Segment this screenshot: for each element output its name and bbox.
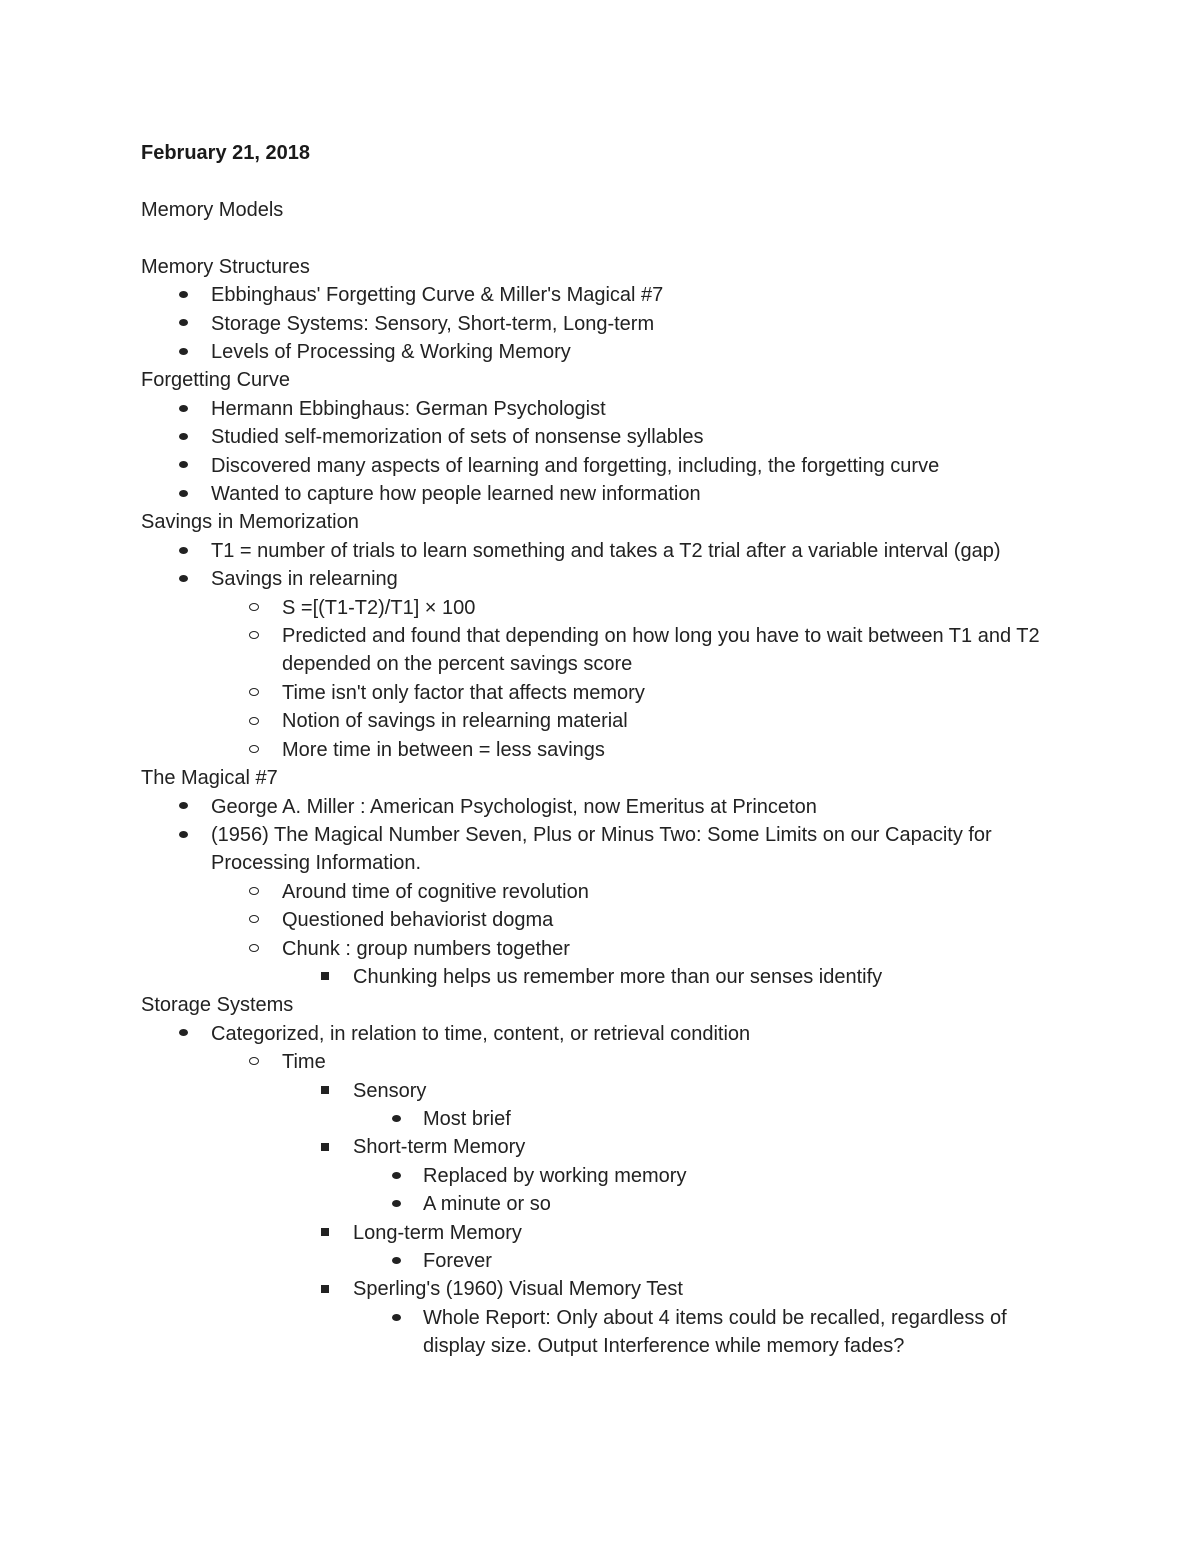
section-heading: Forgetting Curve: [141, 369, 290, 392]
sub-list-item: Notion of savings in relearning material: [141, 707, 1071, 735]
document-date: February 21, 2018: [141, 142, 310, 164]
bullet-icon: [386, 1190, 406, 1218]
section-heading: Memory Structures: [141, 255, 310, 278]
sub-list-item: Time isn't only factor that affects memory: [141, 679, 1071, 707]
section-heading: Storage Systems: [141, 994, 294, 1017]
square-bullet-icon: [315, 1275, 335, 1303]
section-heading: Savings in Memorization: [141, 511, 359, 534]
sub-sub-list-item: Long-term Memory: [141, 1219, 1071, 1247]
list-item: Levels of Processing & Working Memory: [141, 338, 1071, 366]
bullet-icon: [386, 1105, 406, 1133]
list-item: Storage Systems: Sensory, Short-term, Long-term: [141, 310, 1071, 338]
bullet-icon: [173, 565, 193, 593]
list-item: Discovered many aspects of learning and forgetting, including, the forgetting curve: [141, 452, 1071, 480]
square-bullet-icon: [315, 963, 335, 991]
bullet-icon: [173, 537, 193, 565]
detail-list-item: Forever: [141, 1247, 1071, 1275]
bullet-icon: [386, 1247, 406, 1275]
list-item: Ebbinghaus' Forgetting Curve & Miller's Magical #7: [141, 281, 1071, 309]
sub-list-item: Predicted and found that depending on how long you have to wait between T1 and T2 depended on the percent savings score: [141, 622, 1071, 679]
section-heading: The Magical #7: [141, 767, 278, 790]
list-item: George A. Miller : American Psychologist, now Emeritus at Princeton: [141, 793, 1071, 821]
document-title: Memory Models: [141, 199, 284, 221]
bullet-icon: [173, 480, 193, 508]
circle-bullet-icon: [244, 878, 264, 906]
detail-list-item: A minute or so: [141, 1190, 1071, 1218]
square-bullet-icon: [315, 1077, 335, 1105]
bullet-icon: [173, 452, 193, 480]
sub-list-item: Chunk : group numbers together: [141, 935, 1071, 963]
circle-bullet-icon: [244, 935, 264, 963]
circle-bullet-icon: [244, 1048, 264, 1076]
sub-sub-list-item: Sensory: [141, 1077, 1071, 1105]
detail-list-item: Whole Report: Only about 4 items could be recalled, regardless of display size. Output Interference while memory fades?: [141, 1304, 1071, 1361]
bullet-icon: [173, 338, 193, 366]
document-page: [141, 139, 1071, 1361]
list-item: Categorized, in relation to time, content, or retrieval condition: [141, 1020, 1071, 1048]
circle-bullet-icon: [244, 736, 264, 764]
sub-list-item: More time in between = less savings: [141, 736, 1071, 764]
bullet-icon: [386, 1162, 406, 1190]
sub-sub-list-item: Short-term Memory: [141, 1133, 1071, 1161]
bullet-icon: [173, 395, 193, 423]
circle-bullet-icon: [244, 679, 264, 707]
circle-bullet-icon: [244, 906, 264, 934]
list-item: (1956) The Magical Number Seven, Plus or Minus Two: Some Limits on our Capacity for Processing Information.: [141, 821, 1071, 878]
bullet-icon: [173, 1020, 193, 1048]
square-bullet-icon: [315, 1133, 335, 1161]
circle-bullet-icon: [244, 622, 264, 650]
sub-list-item: Questioned behaviorist dogma: [141, 906, 1071, 934]
bullet-icon: [173, 821, 193, 849]
sub-sub-list-item: Chunking helps us remember more than our senses identify: [141, 963, 1071, 991]
list-item: Studied self-memorization of sets of nonsense syllables: [141, 423, 1071, 451]
sub-list-item: Around time of cognitive revolution: [141, 878, 1071, 906]
list-item: Savings in relearning: [141, 565, 1071, 593]
square-bullet-icon: [315, 1219, 335, 1247]
circle-bullet-icon: [244, 594, 264, 622]
bullet-icon: [173, 281, 193, 309]
sub-list-item: S =[(T1-T2)/T1] × 100: [141, 594, 1071, 622]
bullet-icon: [173, 793, 193, 821]
detail-list-item: Replaced by working memory: [141, 1162, 1071, 1190]
sub-list-item: Time: [141, 1048, 1071, 1076]
bullet-icon: [173, 423, 193, 451]
circle-bullet-icon: [244, 707, 264, 735]
detail-list-item: Most brief: [141, 1105, 1071, 1133]
bullet-icon: [173, 310, 193, 338]
list-item: Wanted to capture how people learned new information: [141, 480, 1071, 508]
bullet-icon: [386, 1304, 406, 1332]
list-item: T1 = number of trials to learn something and takes a T2 trial after a variable interval (gap): [141, 537, 1071, 565]
list-item: Hermann Ebbinghaus: German Psychologist: [141, 395, 1071, 423]
sub-sub-list-item: Sperling's (1960) Visual Memory Test: [141, 1275, 1071, 1303]
